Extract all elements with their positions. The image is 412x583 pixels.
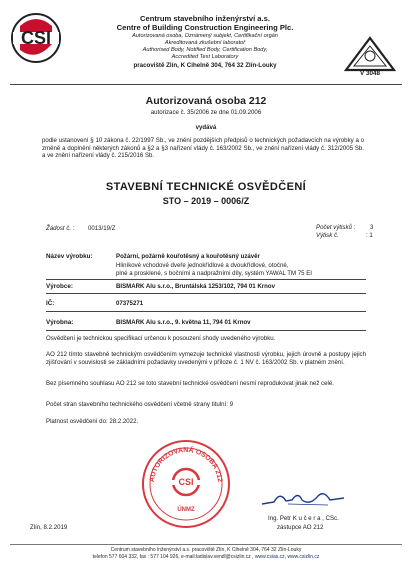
- stamp-bottom-text: ÚNMZ: [177, 507, 195, 513]
- place-date: Zlín, 8.2.2019: [30, 524, 68, 531]
- org-name-en: Centre of Building Construction Engineering Plc.: [116, 23, 294, 32]
- copy-label: Výtisk č.: [316, 232, 339, 239]
- signatory-name: Ing. Petr K u č e r a , CSc.: [268, 515, 339, 522]
- authority-authorization: autorizace č. 35/2006 ze dne 01.09.2006: [150, 109, 262, 116]
- product-line-2: Hliníkové vchodové dveře jednokřídlové a dvoukřídlové, otočné,: [116, 262, 289, 269]
- stamp-logo-lettering: CSI: [178, 477, 194, 487]
- logo-lettering: CSI: [20, 28, 52, 48]
- authority-stamp: [140, 438, 232, 530]
- stamp-top-text: AUTORIZOVANÁ OSOBA 212: [148, 446, 223, 483]
- footer-link-csias[interactable]: www.csias.cz,: [254, 554, 287, 560]
- paragraph-4: Počet stran stavebního technického osvědčení včetně strany titulní: 9: [46, 401, 233, 408]
- handwritten-signature: [258, 488, 348, 510]
- workplace-address: pracoviště Zlín, K Cihelně 304, 764 32 Zlín-Louky: [133, 62, 277, 69]
- header-line-4: Accredited Test Laboratory: [171, 54, 239, 60]
- certificate-number: STO – 2019 – 0006/Z: [162, 196, 250, 206]
- copies-value: 3: [370, 224, 374, 231]
- paragraph-5: Platnost osvědčení do: 28.2.2022.: [46, 418, 139, 425]
- product-label: Název výrobku:: [46, 253, 93, 260]
- footer-divider: [10, 544, 402, 545]
- product-line-1: Požární, požárně kouřotěsný a kouřotěsný uzávěr: [116, 253, 260, 260]
- footer-line-2: [0, 554, 412, 560]
- certificate-title: STAVEBNÍ TECHNICKÉ OSVĚDČENÍ: [105, 181, 307, 193]
- divider-plant: [46, 330, 366, 331]
- paragraph-1: Osvědčení je technickou specifikací určenou k posouzení shody uvedeného výrobku.: [46, 335, 276, 342]
- footer-link-csizlin[interactable]: www.csizlin.cz: [287, 554, 320, 560]
- request-value: 0013/19/Z: [88, 225, 116, 232]
- intro-text: podle ustanovení § 10 zákona č. 22/1997 Sb., ve znění pozdějších předpisů o technických požadavcích na výrobky a o změně a doplnění některých zákonů a §2 a §3 nařízení vlády č. 163/2002 Sb., ve znění nařízení vlády č. 312/2005 Sb. a ve znění nařízení vlády č. 215/2016 Sb.: [42, 137, 364, 160]
- ic-label: IČ:: [46, 300, 55, 307]
- header-line-2: Akreditovaná zkušební laboratoř: [164, 40, 246, 46]
- copies-label: Počet výtisků :: [316, 224, 356, 231]
- manufacturer-label: Výrobce:: [46, 283, 73, 290]
- divider-product: [46, 279, 366, 280]
- request-label: Žádost č. :: [46, 225, 75, 232]
- footer-line-1: Centrum stavebního inženýrství a.s. pracoviště Zlín, K Cihelně 304, 764 32 Zlín-Louky: [110, 547, 302, 553]
- authority-title: Autorizovaná osoba 212: [145, 95, 267, 107]
- plant-label: Výrobna:: [46, 319, 74, 326]
- paragraph-2: AO 212 tímto stavebně technickým osvědčením vymezuje technické vlastnosti výrobku, jejich úrovně a postupy jejich zjišťování v souvislosti se základními požadavky uvedenými v příloze č. 1 NV č. 163/2002 Sb. v platném znění.: [46, 351, 366, 366]
- accreditation-badge: [340, 34, 400, 80]
- divider-manufacturer: [46, 293, 366, 294]
- paragraph-3: Bez písemného souhlasu AO 212 se toto stavební technické osvědčení nesmí reprodukovat jinak než celé.: [46, 380, 334, 387]
- header-divider: [10, 84, 402, 85]
- footer-contact: telefon 577 604 332, fax : 577 104 926, e-mail:ladislav.vendl@csizlin.cz ,: [92, 554, 254, 560]
- copy-value: : 1: [366, 232, 373, 239]
- plant-value: BISMARK Alu s.r.o., 9. května 11, 794 01 Krnov: [116, 319, 251, 326]
- company-logo: [10, 10, 66, 66]
- product-line-3: plné a prosklené, s bočními a nadpražními díly, systém YAWAL TM 75 EI: [116, 270, 312, 277]
- manufacturer-value: BISMARK Alu s.r.o., Bruntálská 1253/102, 794 01 Krnov: [116, 283, 275, 290]
- org-name-cz: Centrum stavebního inženýrství a.s.: [140, 14, 270, 23]
- divider-ic: [46, 311, 366, 312]
- signatory-role: zástupce AO 212: [277, 524, 324, 531]
- header-line-3: Authorised Body, Notified Body, Certification Body,: [142, 47, 268, 53]
- ic-value: 07375271: [116, 300, 144, 307]
- authority-issues: vydává: [195, 124, 217, 131]
- badge-code: V 3048: [360, 70, 380, 77]
- header-line-1: Autorizovaná osoba, Oznámený subjekt, Certifikační orgán: [132, 33, 278, 39]
